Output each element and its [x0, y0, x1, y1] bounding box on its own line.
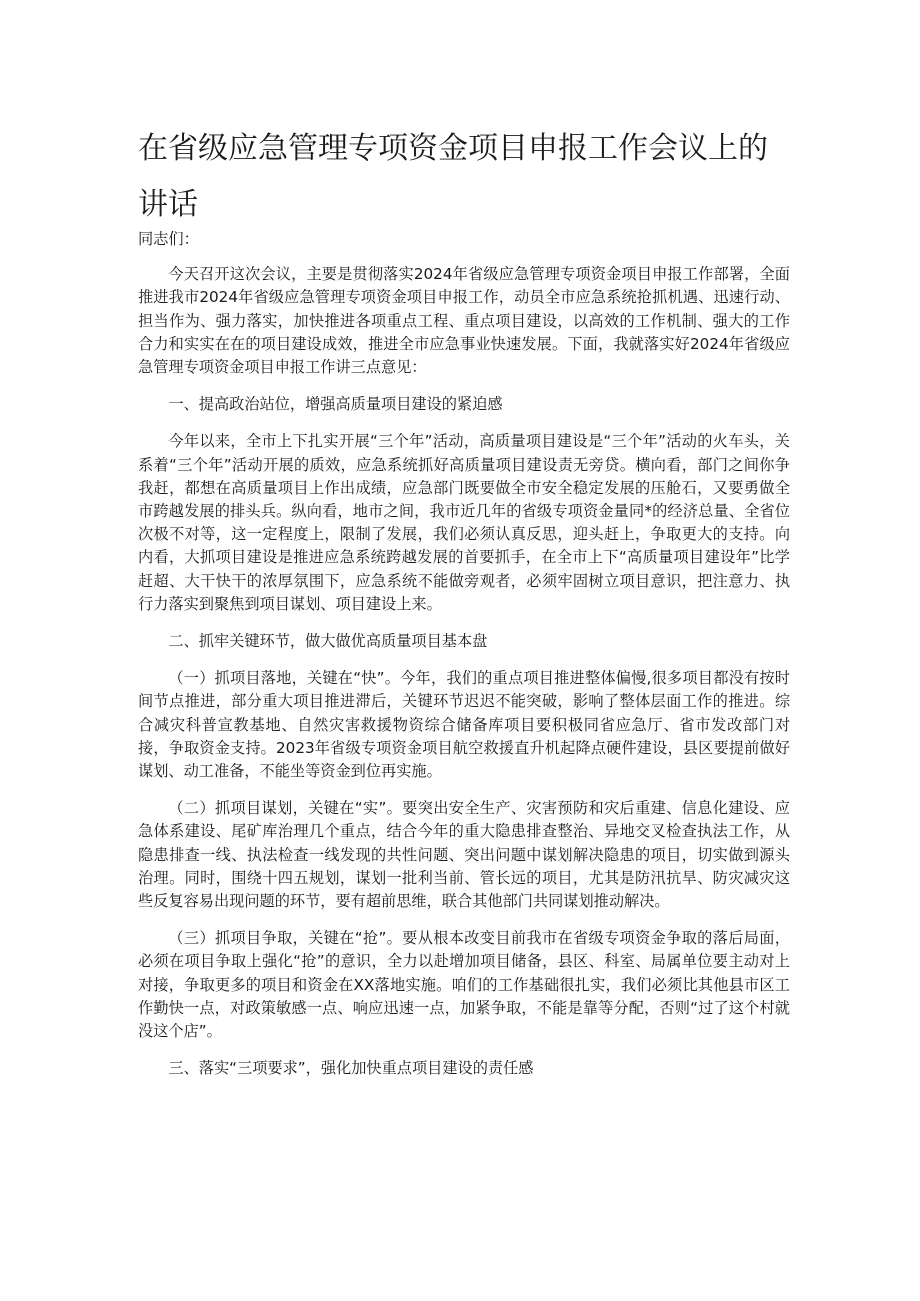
section-heading-3: 三、落实“三项要求”，强化加快重点项目建设的责任感 — [168, 1059, 534, 1078]
paragraph-subsection-2: （二）抓项目谋划，关键在“实”。要突出安全生产、灾害预防和灾后重建、信息化建设、应急体系建设、尾矿库治理几个重点，结合今年的重大隐患排查整治、异地交叉检查执法工作，从隐患排查一线、执法检查一线发现的共性问题、突出问题中谋划解决隐患的项目，切实做到源头治理。同时，围绕十四五规划，谋划一批利当前、管长远的项目，尤其是防汛抗旱、防灾减灾这些反复容易出现问题的环节，要有超前思维，联合其他部门共同谋划推动解决。 — [138, 799, 790, 911]
paragraph-subsection-1: （一）抓项目落地，关键在“快”。今年，我们的重点项目推进整体偏慢,很多项目都没有按时间节点推进，部分重大项目推进滞后，关键环节迟迟不能突破，影响了整体层面工作的推进。综合减灾科普宣教基地、自然灾害救援物资综合储备库项目要积极同省应急厅、省市发改部门对接，争取资金支持。2023年省级专项资金项目航空救援直升机起降点硬件建设，县区要提前做好谋划、动工准备，不能坐等资金到位再实施。 — [138, 669, 790, 781]
salutation: 同志们： — [138, 230, 199, 248]
paragraph-section-1: 今年以来，全市上下扎实开展“三个年”活动，高质量项目建设是“三个年”活动的火车头，关系着“三个年”活动开展的质效，应急系统抓好高质量项目建设责无旁贷。横向看，部门之间你争我赶，都想在高质量项目上作出成绩，应急部门既要做全市安全稳定发展的压舱石，又要勇做全市跨越发展的排头兵。纵向看，地市之间，我市近几年的省级专项资金量同*的经济总量、全省位次极不对等，这一定程度上，限制了发展，我们必须认真反思，迎头赶上，争取更大的支持。向内看，大抓项目建设是推进应急系统跨越发展的首要抓手，在全市上下“高质量项目建设年”比学赶超、大干快干的浓厚氛围下，应急系统不能做旁观者，必须牢固树立项目意识，把注意力、执行力落实到聚焦到项目谋划、项目建设上来。 — [138, 432, 790, 613]
document-title: 在省级应急管理专项资金项目申报工作会议上的讲话 — [138, 131, 768, 222]
paragraph-intro: 今天召开这次会议，主要是贯彻落实2024年省级应急管理专项资金项目申报工作部署，全面推进我市2024年省级应急管理专项资金项目申报工作，动员全市应急系统抢抓机遇、迅速行动、担当作为、强力落实，加快推进各项重点工程、重点项目建设，以高效的工作机制、强大的工作合力和实实在在的项目建设成效，推进全市应急事业快速发展。下面，我就落实好2024年省级应急管理专项资金项目申报工作讲三点意见： — [138, 265, 790, 377]
section-heading-2: 二、抓牢关键环节，做大做优高质量项目基本盘 — [168, 632, 488, 651]
document-body — [138, 228, 790, 1095]
section-heading-1: 一、提高政治站位，增强高质量项目建设的紧迫感 — [168, 395, 503, 414]
paragraph-subsection-3: （三）抓项目争取，关键在“抢”。要从根本改变目前我市在省级专项资金争取的落后局面，必须在项目争取上强化“抢”的意识，全力以赴增加项目储备，县区、科室、局属单位要主动对上对接，争取更多的项目和资金在XX落地实施。咱们的工作基础很扎实，我们必须比其他县市区工作勤快一点，对政策敏感一点、响应迅速一点，加紧争取，不能是靠等分配，否则“过了这个村就没这个店”。 — [138, 929, 790, 1041]
